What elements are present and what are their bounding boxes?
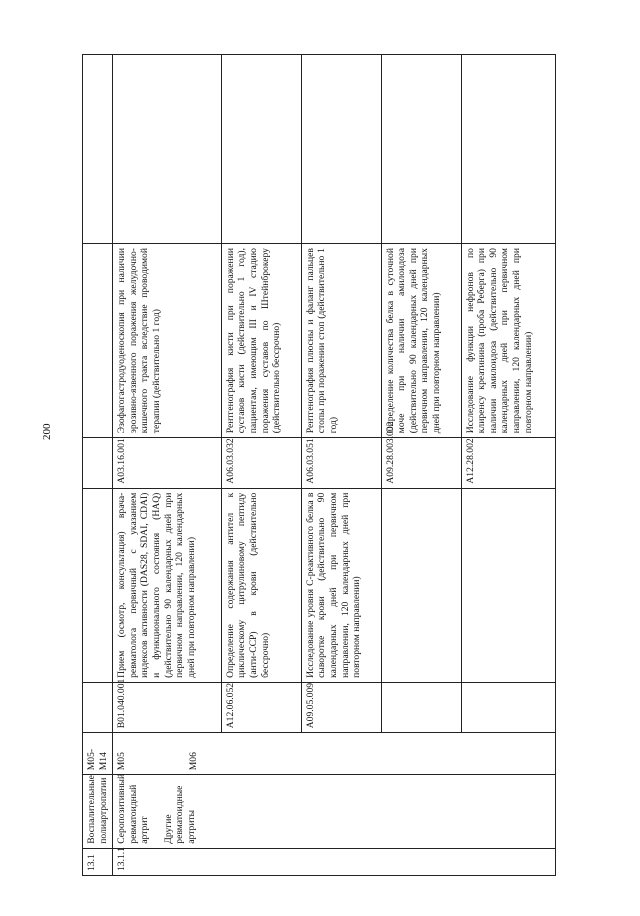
empty-cell bbox=[113, 55, 222, 244]
section-mkb-cell bbox=[113, 733, 556, 775]
additional-text-cell: Исследование функции нефронов по клиренсу креатинина (проба Реберга) при наличии амилоидоза (действительно 90 календарных дней при первичном направлении, 120 календарных дней при повторном направлении) bbox=[461, 244, 555, 438]
services-table bbox=[82, 54, 556, 876]
service-code-cell: A09.05.009 bbox=[301, 682, 381, 732]
service-text-cell bbox=[381, 488, 461, 682]
empty-cell bbox=[461, 55, 555, 244]
service-code-cell bbox=[461, 682, 555, 732]
table-header-row bbox=[83, 55, 113, 876]
additional-text-cell: Определение количества белка в суточной моче при наличии амилоидоза (действительно 90 календарных дней при первичном направлении, 120 календарных дней при повторном направлении) bbox=[381, 244, 461, 438]
mkb-code-a: M05 bbox=[116, 752, 128, 771]
empty-cell bbox=[221, 55, 301, 244]
additional-text-cell: Эзофагогастродуоденоскопия при наличии эрозивно-язвенного поражения желудочно-кишечного тракта вследствие проводимой терапии (действительно 1 год) bbox=[113, 244, 222, 438]
rotated-table-sheet bbox=[82, 54, 556, 876]
header-title-cell: Воспалительные полиартропатии bbox=[83, 775, 113, 848]
empty-cell bbox=[381, 55, 461, 244]
additional-code-cell: A12.28.002 bbox=[461, 438, 555, 488]
additional-code-cell: A06.03.051 bbox=[301, 438, 381, 488]
empty-cell bbox=[301, 55, 381, 244]
service-text-cell: Прием (осмотр, консультация) врача-ревматолога первичный с указанием индексов активности (DAS28, SDAI, CDAI) и функционального состояния (HAQ) (действительно 90 календарных дней при первичном направлении, 120 календарных дней при повторном направлении) bbox=[113, 488, 222, 682]
header-empty-cell bbox=[83, 682, 113, 732]
header-empty-cell bbox=[83, 244, 113, 438]
additional-text-cell: Рентгенография плюсны и фаланг пальцев стопы при поражении стоп (действительно 1 год) bbox=[301, 244, 381, 438]
additional-text-cell: Рентгенография кисти при поражении суставов кисти (действительно 1 год), пациентам, имеющим III и IV стадию поражения суставов по Штейнброкеру (действительно бессрочно) bbox=[221, 244, 301, 438]
service-text-cell bbox=[461, 488, 555, 682]
header-codes-cell: M05-M14 bbox=[83, 733, 113, 775]
section-title-cell: Серопозитивный ревматоидный артрит Другие ревматоидные артриты bbox=[113, 775, 556, 848]
service-text-cell: Исследование уровня С-реактивного белка в сыворотке крови (действительно 90 календарных дней при первичном направлении, 120 календарных дней при повторном направлении) bbox=[301, 488, 381, 682]
header-code-cell: 13.1 bbox=[83, 848, 113, 875]
additional-code-cell: A03.16.001 bbox=[113, 438, 222, 488]
service-text-cell: Определение содержания антител к циклическому цитрулиновому пептиду (анти-CCP) в крови (действительно бессрочно) bbox=[221, 488, 301, 682]
additional-code-cell: A09.28.003.002 bbox=[381, 438, 461, 488]
section-code-cell: 13.1.1 bbox=[113, 848, 556, 875]
header-empty-cell bbox=[83, 438, 113, 488]
service-code-cell bbox=[381, 682, 461, 732]
additional-code-cell: A06.03.032 bbox=[221, 438, 301, 488]
table-row bbox=[113, 55, 222, 876]
mkb-code-b: M06 bbox=[187, 752, 199, 771]
header-empty-cell bbox=[83, 55, 113, 244]
header-empty-cell bbox=[83, 488, 113, 682]
service-code-cell: B01.040.001 bbox=[113, 682, 222, 732]
page-number: 200 bbox=[41, 423, 53, 440]
service-code-cell: A12.06.052 bbox=[221, 682, 301, 732]
